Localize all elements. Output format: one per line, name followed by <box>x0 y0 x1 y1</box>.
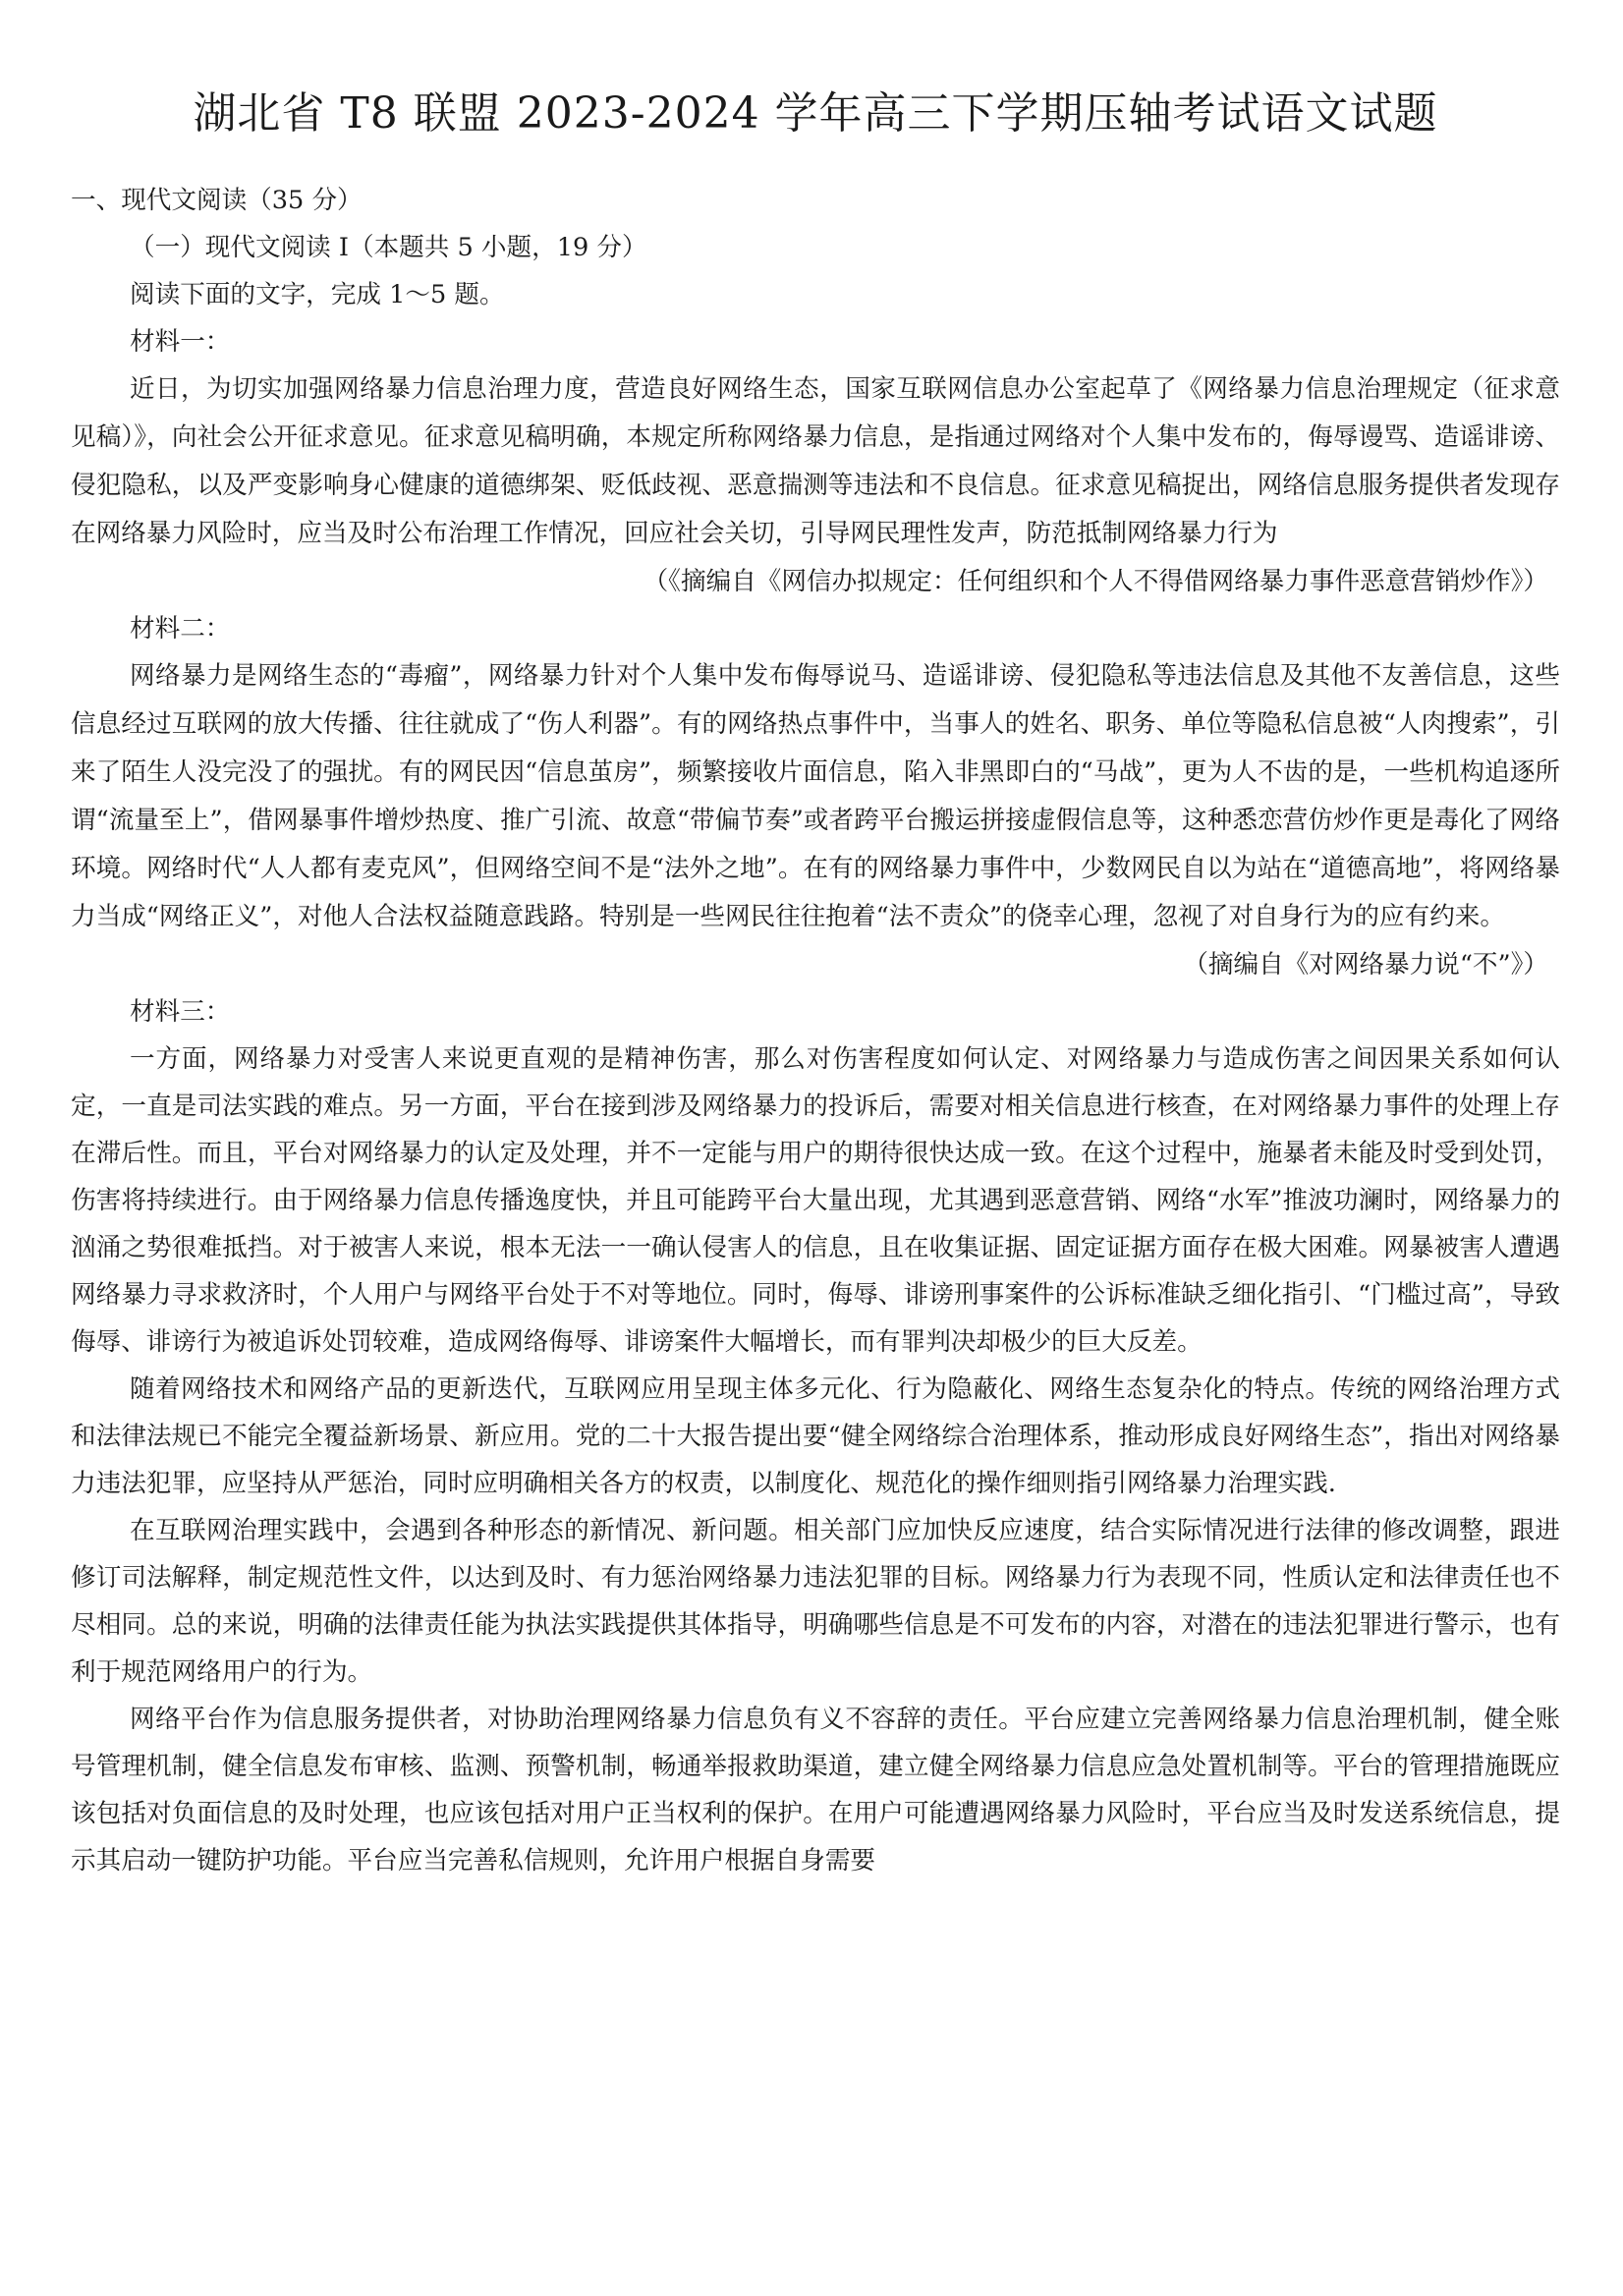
section-heading: 一、现代文阅读（35 分） <box>71 186 363 215</box>
material-3-paragraph: 网络平台作为信息服务提供者，对协助治理网络暴力信息负有义不容辞的责任。平台应建立完善网络暴力信息治理机制，健全账号管理机制，健全信息发布审核、监测、预警机制，畅通举报救助渠道，建立健全网络暴力信息应急处置机制等。平台的管理措施既应该包括对负面信息的及时处理，也应该包括对用户正当权利的保护。在用户可能遭遇网络暴力风险时，平台应当及时发送系统信息，提示其启动一键防护功能。平台应当完善私信规则，允许用户根据自身需要 <box>71 1705 1560 1876</box>
subsection-heading: （一）现代文阅读 I（本题共 5 小题，19 分） <box>130 233 647 262</box>
material-3-paragraph: 随着网络技术和网络产品的更新迭代，互联网应用呈现主体多元化、行为隐蔽化、网络生态复杂化的特点。传统的网络治理方式和法律法规已不能完全覆益新场景、新应用。党的二十大报告提出要“健全网络综合治理体系，推动形成良好网络生态”，指出对网络暴力违法犯罪，应坚持从严惩治，同时应明确相关各方的权责，以制度化、规范化的操作细则指引网络暴力治理实践. <box>71 1374 1560 1498</box>
material-3-paragraph: 在互联网治理实践中，会遇到各种形态的新情况、新问题。相关部门应加快反应速度，结合实际情况进行法律的修改调整，跟进修订司法解释，制定规范性文件，以达到及时、有力惩治网络暴力违法犯罪的目标。网络暴力行为表现不同，性质认定和法律责任也不尽相同。总的来说，明确的法律责任能为执法实践提供其体指导，明确哪些信息是不可发布的内容，对潜在的违法犯罪进行警示，也有利于规范网络用户的行为。 <box>71 1516 1560 1687</box>
material-1-paragraph: 近日，为切实加强网络暴力信息治理力度，营造良好网络生态，国家互联网信息办公室起草了《网络暴力信息治理规定（征求意见稿）》，向社会公开征求意见。征求意见稿明确，本规定所称网络暴力信息，是指通过网络对个人集中发布的，侮辱谩骂、造谣诽谤、侵犯隐私，以及严变影响身心健康的道德绑架、贬低歧视、恶意揣测等违法和不良信息。征求意见稿捉出，网络信息服务提供者发现存在网络暴力风险时，应当及时公布治理工作情况，回应社会关切，引导网民理性发声，防范抵制网络暴力行为 <box>71 374 1560 548</box>
material-1-source: （《摘编自《网信办拟规定：任何组织和个人不得借网络暴力事件恶意营销炒作》） <box>643 567 1548 596</box>
material-2-label: 材料二： <box>130 614 231 644</box>
material-2-source: （摘编自《对网络暴力说“不”》） <box>1183 950 1548 980</box>
material-3-label: 材料三： <box>130 997 231 1027</box>
material-3-paragraph: 一方面，网络暴力对受害人来说更直观的是精神伤害，那么对伤害程度如何认定、对网络暴力与造成伤害之间因果关系如何认定，一直是司法实践的难点。另一方面，平台在接到涉及网络暴力的投诉后，需要对相关信息进行核查，在对网络暴力事件的处理上存在滞后性。而且，平台对网络暴力的认定及处理，并不一定能与用户的期待很快达成一致。在这个过程中，施暴者未能及时受到处罚，伤害将持续进行。由于网络暴力信息传播逸度快，并且可能跨平台大量出现，尤其遇到恶意营销、网络“水军”推波功澜时，网络暴力的汹涌之势很难抵挡。对于被害人来说，根本无法一一确认侵害人的信息，且在收集证据、固定证据方面存在极大困难。网暴被害人遭遇网络暴力寻求救济时，个人用户与网络平台处于不对等地位。同时，侮辱、诽谤刑事案件的公诉标准缺乏细化指引、“门槛过高”，导致侮辱、诽谤行为被追诉处罚较难，造成网络侮辱、诽谤案件大幅增长，而有罪判决却极少的巨大反差。 <box>71 1044 1560 1357</box>
material-2-paragraph: 网络暴力是网络生态的“毒瘤”，网络暴力针对个人集中发布侮辱说马、造谣诽谤、侵犯隐私等违法信息及其他不友善信息，这些信息经过互联网的放大传播、往往就成了“伤人利器”。有的网络热点事件中，当事人的姓名、职务、单位等隐私信息被“人肉搜索”，引来了陌生人没完没了的强扰。有的网民因“信息茧房”，频繁接收片面信息，陷入非黑即白的“马战”，更为人不齿的是，一些机构追逐所谓“流量至上”，借网暴事件增炒热度、推广引流、故意“带偏节奏”或者跨平台搬运拼接虚假信息等，这种悉恋营仿炒作更是毒化了网络环境。网络时代“人人都有麦克风”，但网络空间不是“法外之地”。在有的网络暴力事件中，少数网民自以为站在“道德高地”，将网络暴力当成“网络正义”，对他人合法权益随意践路。特别是一些网民往往抱着“法不责众”的侥幸心理，忽视了对自身行为的应有约来。 <box>71 661 1560 931</box>
material-1-label: 材料一： <box>130 327 231 357</box>
page-title: 湖北省 T8 联盟 2023-2024 学年高三下学期压轴考试语文试题 <box>193 88 1438 139</box>
reading-instruction: 阅读下面的文字，完成 1～5 题。 <box>130 280 505 309</box>
